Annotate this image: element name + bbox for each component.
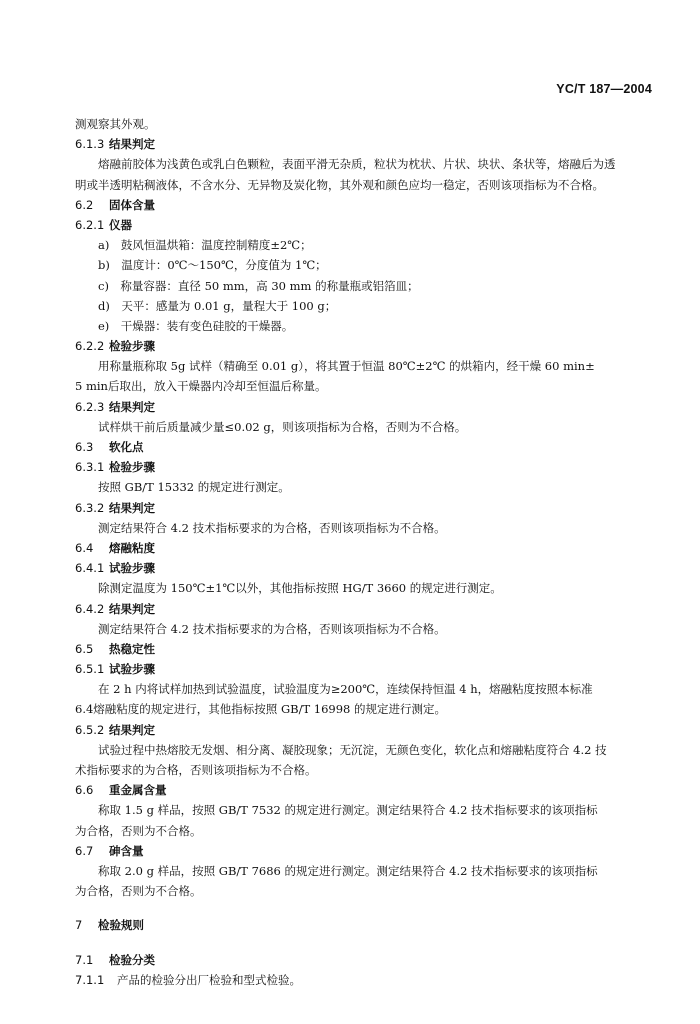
section-title: 固体含量 — [109, 197, 155, 212]
section-number: 7.1.1 — [75, 972, 105, 987]
paragraph-line: 明或半透明粘稠液体，不含水分、无异物及炭化物，其外观和颜色应均一稳定，否则该项指标为不合格。 — [75, 177, 604, 192]
section-title: 软化点 — [109, 440, 144, 454]
paragraph-line: 术指标要求的为合格，否则该项指标为不合格。 — [75, 763, 317, 777]
section-number: 6.4 — [75, 540, 94, 555]
list-item: c) 称量容器：直径 50 mm，高 30 mm 的称量瓶或铝箔皿； — [98, 278, 419, 293]
list-item: d) 天平：感量为 0.01 g，量程大于 100 g； — [98, 298, 337, 313]
clause-text: 产品的检验分出厂检验和型式检验。 — [117, 972, 301, 987]
section-heading-6-4-2 — [75, 599, 660, 619]
paragraph-line: 为合格，否则为不合格。 — [75, 884, 202, 899]
section-number: 6.7 — [75, 843, 94, 858]
section-heading-6-4 — [75, 538, 660, 558]
clause-7-1-1 — [75, 970, 660, 990]
list-item: b) 温度计：0℃～150℃，分度值为 1℃； — [98, 258, 327, 273]
section-number: 6.2.3 — [75, 399, 105, 414]
section-number: 6.2.1 — [75, 217, 105, 232]
section-number: 6.3.1 — [75, 460, 105, 475]
paragraph-line: 6.4熔融粘度的规定进行，其他指标按照 GB/T 16998 的规定进行测定。 — [75, 702, 447, 717]
paragraph-line: 测定结果符合 4.2 技术指标要求的为合格，否则该项指标为不合格。 — [98, 621, 446, 636]
section-heading-6-3-2 — [75, 498, 660, 518]
section-heading-7-1 — [75, 950, 660, 970]
section-title: 仪器 — [109, 217, 132, 232]
paragraph-line: 除测定温度为 150℃±1℃以外，其他指标按照 HG/T 3660 的规定进行测定。 — [98, 581, 502, 596]
section-number: 6.5.2 — [75, 722, 105, 737]
section-heading-6-5-1 — [75, 659, 660, 679]
paragraph-line: 测观察其外观。 — [75, 117, 156, 131]
section-title: 结果判定 — [109, 722, 155, 737]
section-title: 熔融粘度 — [109, 540, 155, 555]
section-heading-6-6 — [75, 780, 660, 800]
paragraph-line: 5 min后取出，放入干燥器内冷却至恒温后称量。 — [75, 379, 327, 394]
standard-code: YC/T 187—2004 — [556, 82, 652, 96]
section-title: 试验步骤 — [109, 662, 155, 677]
paragraph-line: 在 2 h 内将试样加热到试验温度，试验温度为≥200℃，连续保持恒温 4 h，熔融粘度按照本标准 — [98, 682, 593, 697]
section-number: 6.5.1 — [75, 662, 105, 677]
section-title: 检验规则 — [98, 918, 144, 933]
section-title: 检验分类 — [109, 952, 155, 967]
section-number: 6.3 — [75, 440, 94, 454]
section-spacer — [75, 936, 660, 950]
paragraph-line: 测定结果符合 4.2 技术指标要求的为合格，否则该项指标为不合格。 — [98, 520, 446, 535]
section-number: 6.1.3 — [75, 137, 105, 152]
section-title: 结果判定 — [109, 601, 155, 616]
section-number: 7 — [75, 918, 83, 933]
list-item: e) 干燥器：装有变色硅胶的干燥器。 — [98, 318, 294, 333]
section-title: 砷含量 — [109, 843, 144, 858]
section-heading-6-5 — [75, 639, 660, 659]
paragraph-line: 熔融前胶体为浅黄色或乳白色颗粒，表面平滑无杂质，粒状为枕状、片状、块状、条状等，熔融后为透 — [98, 157, 616, 172]
section-number: 7.1 — [75, 952, 94, 967]
section-heading-6-1-3 — [75, 134, 660, 154]
section-title: 试验步骤 — [109, 561, 155, 576]
section-title: 重金属含量 — [109, 783, 167, 798]
section-title: 结果判定 — [109, 500, 155, 515]
section-title: 检验步骤 — [109, 460, 155, 475]
section-title: 检验步骤 — [109, 339, 155, 354]
section-heading-6-2-1 — [75, 215, 660, 235]
section-title: 结果判定 — [109, 137, 155, 152]
section-heading-6-2-2 — [75, 336, 660, 356]
paragraph-line: 试样烘干前后质量减少量≤0.02 g，则该项指标为合格，否则为不合格。 — [98, 419, 467, 434]
section-heading-6-2-3 — [75, 397, 660, 417]
section-heading-6-7 — [75, 841, 660, 861]
paragraph-line: 按照 GB/T 15332 的规定进行测定。 — [98, 480, 290, 495]
section-number: 6.5 — [75, 641, 94, 656]
section-heading-6-5-2 — [75, 720, 660, 740]
section-number: 6.4.1 — [75, 561, 105, 576]
section-number: 6.2.2 — [75, 339, 105, 354]
section-number: 6.4.2 — [75, 601, 105, 616]
paragraph-line: 用称量瓶称取 5g 试样（精确至 0.01 g），将其置于恒温 80℃±2℃ 的烘箱内，经干燥 60 min± — [98, 359, 595, 374]
section-heading-6-2 — [75, 195, 660, 215]
section-number: 6.2 — [75, 197, 94, 212]
paragraph-line: 称取 1.5 g 样品，按照 GB/T 7532 的规定进行测定。测定结果符合 4.2 技术指标要求的该项指标 — [98, 803, 598, 818]
paragraph-line: 试验过程中热熔胶无发烟、相分离、凝胶现象；无沉淀，无颜色变化，软化点和熔融粘度符合 4.2 技 — [98, 742, 607, 757]
list-item: a) 鼓风恒温烘箱：温度控制精度±2℃； — [98, 238, 312, 253]
section-number: 6.3.2 — [75, 500, 105, 515]
section-spacer — [75, 901, 660, 915]
section-title: 热稳定性 — [109, 641, 155, 656]
section-number: 6.6 — [75, 783, 94, 798]
paragraph-line: 称取 2.0 g 样品，按照 GB/T 7686 的规定进行测定。测定结果符合 4.2 技术指标要求的该项指标 — [98, 863, 598, 878]
section-heading-6-3 — [75, 437, 660, 457]
section-title: 结果判定 — [109, 399, 155, 414]
chapter-heading-7 — [75, 915, 660, 935]
section-heading-6-3-1 — [75, 457, 660, 477]
paragraph-line: 为合格，否则为不合格。 — [75, 823, 202, 838]
document-body — [75, 114, 660, 990]
section-heading-6-4-1 — [75, 558, 660, 578]
